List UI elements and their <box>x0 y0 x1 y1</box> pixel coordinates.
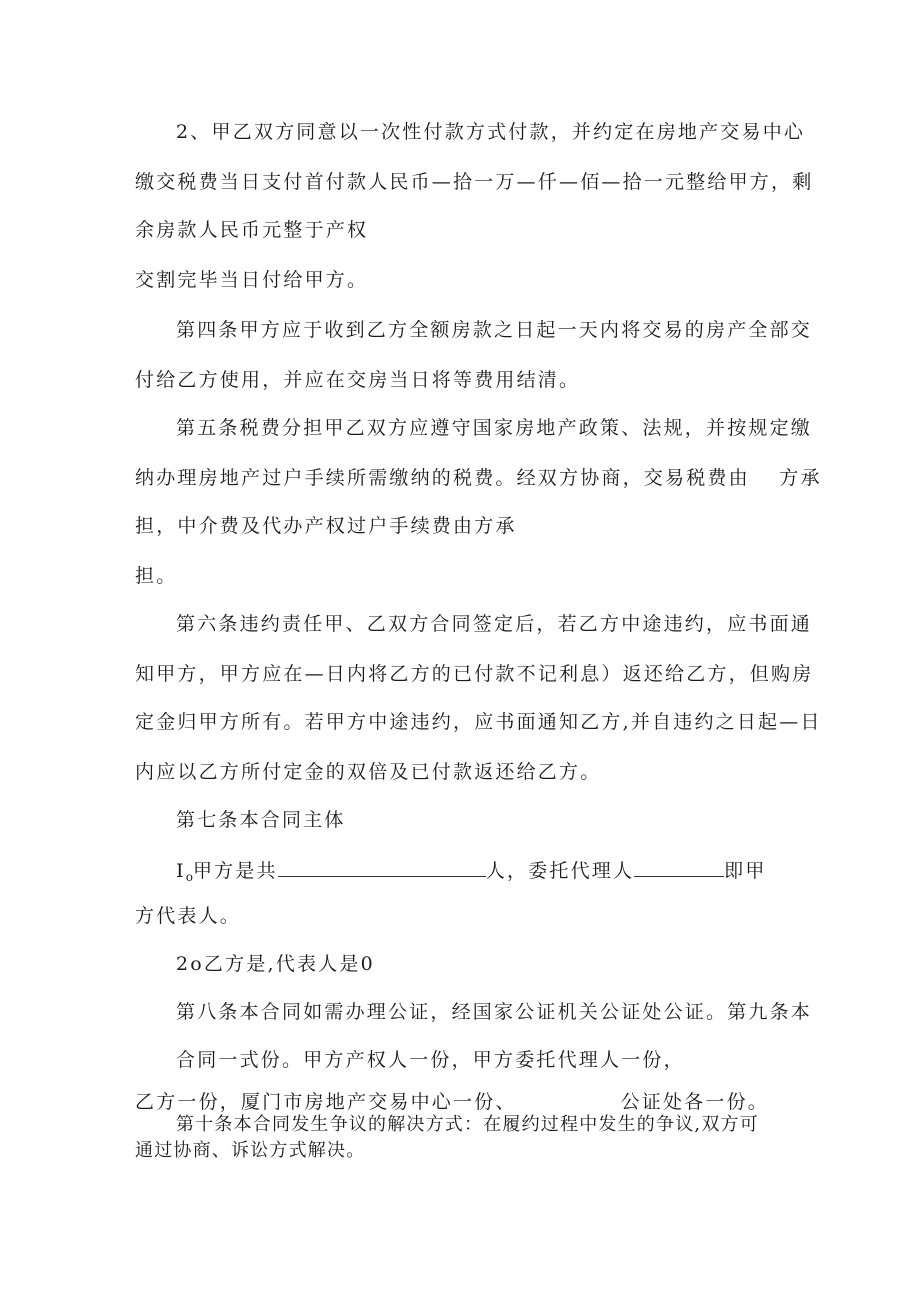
para-line: 通过协商、诉讼方式解决。 <box>135 1140 366 1161</box>
party-a-after-blank2: 即甲 <box>724 860 767 882</box>
party-a-after-blank1: 人，委托代理人 <box>485 860 635 882</box>
para-line: 付给乙方使用，并应在交房当日将等费用结清。 <box>135 369 581 391</box>
para-line: 担，中介费及代办产权过户手续费由方承 <box>135 515 517 537</box>
para-line: 缴交税费当日支付首付款人民币—拾一万—仟—佰—拾一元整给甲方，剩 <box>135 171 814 193</box>
party-a-sub: o <box>185 870 193 884</box>
party-a-prefix: I <box>176 860 186 882</box>
party-a-mid: 甲方是共 <box>192 860 278 882</box>
party-a-line <box>176 856 767 889</box>
para-line: 余房款人民币元整于产权 <box>135 219 369 241</box>
para-line: 内应以乙方所付定金的双倍及已付款返还给乙方。 <box>135 761 602 783</box>
blank-line <box>634 856 724 877</box>
para-line: 第十条本合同发生争议的解决方式：在履约过程中发生的争议,双方可 <box>176 1114 759 1135</box>
para-line: 方代表人。 <box>135 905 242 927</box>
copies-line <box>135 1090 769 1114</box>
copies-left: 乙方一份，厦门市房地产交易中心一份、 <box>135 1091 517 1113</box>
para-line: 定金归甲方所有。若甲方中途违约，应书面通知乙方,并自违约之日起—日 <box>135 711 822 733</box>
para-line: 交割完毕当日付给甲方。 <box>135 269 369 291</box>
para-line: 第八条本合同如需办理公证，经国家公证机关公证处公证。第九条本 <box>176 1001 813 1023</box>
para-line: 合同一式份。甲方产权人一份，甲方委托代理人一份， <box>176 1049 685 1071</box>
para-line: 知甲方，甲方应在—日内将乙方的已付款不记利息）返还给乙方，但购房 <box>135 663 814 685</box>
para-line: 2o乙方是,代表人是0 <box>176 953 375 975</box>
para-line: 第五条税费分担甲乙双方应遵守国家房地产政策、法规，并按规定缴 <box>176 417 813 439</box>
section-heading: 第七条本合同主体 <box>176 809 346 831</box>
para-line: 第六条违约责任甲、乙双方合同签定后，若乙方中途违约，应书面通 <box>176 613 813 635</box>
para-line: 担。 <box>135 565 178 587</box>
copies-right: 公证处各一份。 <box>620 1091 770 1113</box>
para-line: 纳办理房地产过户手续所需缴纳的税费。经双方协商，交易税费由 方承 <box>135 467 822 489</box>
blank-line <box>278 856 486 877</box>
para-line: 第四条甲方应于收到乙方全额房款之日起一天内将交易的房产全部交 <box>176 319 813 341</box>
para-line: 2、甲乙双方同意以一次性付款方式付款，并约定在房地产交易中心 <box>176 121 806 143</box>
